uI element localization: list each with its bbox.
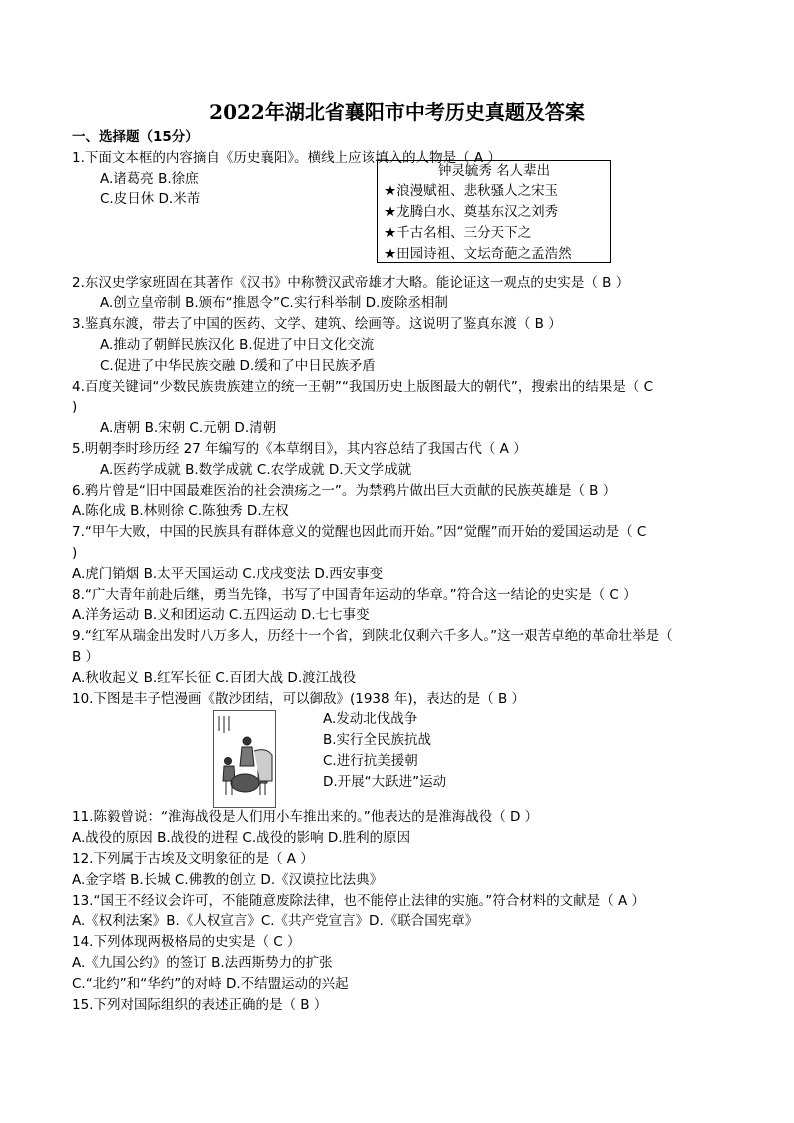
text-box-item: ★千古名相、三分天下之 [384, 224, 532, 241]
cartoon-image [213, 710, 276, 808]
question-14-options-ab: A.《九国公约》的签订 B.法西斯势力的扩张 [72, 954, 333, 971]
text-box-heading: 钟灵毓秀 名人辈出 [437, 162, 551, 179]
document-body [72, 127, 732, 1015]
text-box-item: ★龙腾白水、奠基东汉之刘秀 [384, 204, 559, 221]
question-1-block [72, 162, 732, 273]
question-5-options: A.医药学成就 B.数学成就 C.农学成就 D.天文学成就 [100, 461, 412, 478]
question-11-options: A.战役的原因 B.战役的进程 C.战役的影响 D.胜利的原因 [72, 830, 411, 847]
question-1-options-cd: C.皮日休 D.米芾 [100, 191, 201, 208]
question-4-stem: 4.百度关键词“少数民族贵族建立的统一王朝”“我国历史上版图最大的朝代”，搜索出的结果是（ C [72, 378, 654, 395]
section-heading: 一、选择题（15分） [72, 129, 199, 145]
question-10-options [323, 709, 446, 792]
question-9-stem: 9.“红军从瑞金出发时八万多人，历经十一个省，到陕北仅剩六千多人。”这一艰苦卓绝的革命壮举是（ [72, 628, 673, 645]
question-6-options: A.陈化成 B.林则徐 C.陈独秀 D.左权 [72, 503, 289, 520]
quote-text-box [377, 160, 611, 263]
question-10-option-a: A.发动北伐战争 [323, 711, 418, 728]
question-14-options-cd: C.“北约”和“华约”的对峙 D.不结盟运动的兴起 [72, 975, 349, 992]
question-2-options: A.创立皇帝制 B.颁布“推恩令”C.实行科举制 D.废除丞相制 [100, 295, 448, 312]
question-12-options: A.金字塔 B.长城 C.佛教的创立 D.《汉谟拉比法典》 [72, 871, 384, 888]
question-9-options: A.秋收起义 B.红军长征 C.百团大战 D.渡江战役 [72, 669, 357, 686]
question-1-options-ab: A.诸葛亮 B.徐庶 [100, 170, 199, 187]
question-15-stem: 15.下列对国际组织的表述正确的是（ B ） [72, 996, 328, 1013]
question-9-stem-cont: B ） [72, 648, 100, 665]
question-7-stem-cont: ) [72, 544, 78, 561]
question-12-stem: 12.下列属于古埃及文明象征的是（ A ） [72, 850, 314, 867]
question-14-stem: 14.下列体现两极格局的史实是（ C ） [72, 934, 301, 951]
question-5-stem: 5.明朝李时珍历经 27 年编写的《本草纲目》，其内容总结了我国古代（ A ） [72, 440, 527, 457]
text-box-item: ★田园诗祖、文坛奇葩之孟浩然 [384, 245, 572, 262]
question-10-stem: 10.下图是丰子恺漫画《散沙团结，可以御敌》(1938 年)，表达的是（ B ） [72, 690, 525, 707]
question-1-stem: 1.下面文本框的内容摘自《历史襄阳》。横线上应该填入的人物是（ A ） [72, 149, 501, 166]
question-10-block [72, 709, 732, 807]
question-10-option-d: D.开展“大跃进”运动 [323, 773, 447, 790]
text-box-item: ★浪漫赋祖、悲秋骚人之宋玉 [384, 183, 559, 200]
document-title: 2022年湖北省襄阳市中考历史真题及答案 [209, 100, 585, 124]
question-8-stem: 8.“广大青年前赴后继，勇当先锋，书写了中国青年运动的华章。”符合这一结论的史实是（ C ） [72, 586, 637, 603]
question-7-options: A.虎门销烟 B.太平天国运动 C.戊戌变法 D.西安事变 [72, 565, 384, 582]
question-2-stem: 2.东汉史学家班固在其著作《汉书》中称赞汉武帝雄才大略。能论证这一观点的史实是（ B ） [72, 274, 630, 291]
question-7-stem: 7.“甲午大败，中国的民族具有群体意义的觉醒也因此而开始。”因“觉醒”而开始的爱国运动是（ C [72, 524, 647, 541]
question-13-options: A.《权利法案》B.《人权宣言》C.《共产党宣言》D.《联合国宪章》 [72, 913, 479, 930]
question-4-stem-cont: ) [72, 399, 78, 416]
question-4-options: A.唐朝 B.宋朝 C.元朝 D.清朝 [100, 420, 277, 437]
question-8-options: A.洋务运动 B.义和团运动 C.五四运动 D.七七事变 [72, 607, 370, 624]
question-11-stem: 11.陈毅曾说：“淮海战役是人们用小车推出来的。”他表达的是淮海战役（ D ） [72, 809, 539, 826]
question-10-option-c: C.进行抗美援朝 [323, 752, 418, 769]
question-6-stem: 6.鸦片曾是“旧中国最难医治的社会溃疡之一”。为禁鸦片做出巨大贡献的民族英雄是（ B ） [72, 482, 617, 499]
question-3-options-cd: C.促进了中华民族交融 D.缓和了中日民族矛盾 [100, 357, 376, 374]
question-3-stem: 3.鉴真东渡，带去了中国的医药、文学、建筑、绘画等。这说明了鉴真东渡（ B ） [72, 316, 562, 333]
question-10-option-b: B.实行全民族抗战 [323, 732, 432, 749]
question-3-options-ab: A.推动了朝鲜民族汉化 B.促进了中日文化交流 [100, 336, 375, 353]
question-13-stem: 13.“国王不经议会许可，不能随意废除法律，也不能停止法律的实施。”符合材料的文献是（ A ） [72, 892, 646, 909]
